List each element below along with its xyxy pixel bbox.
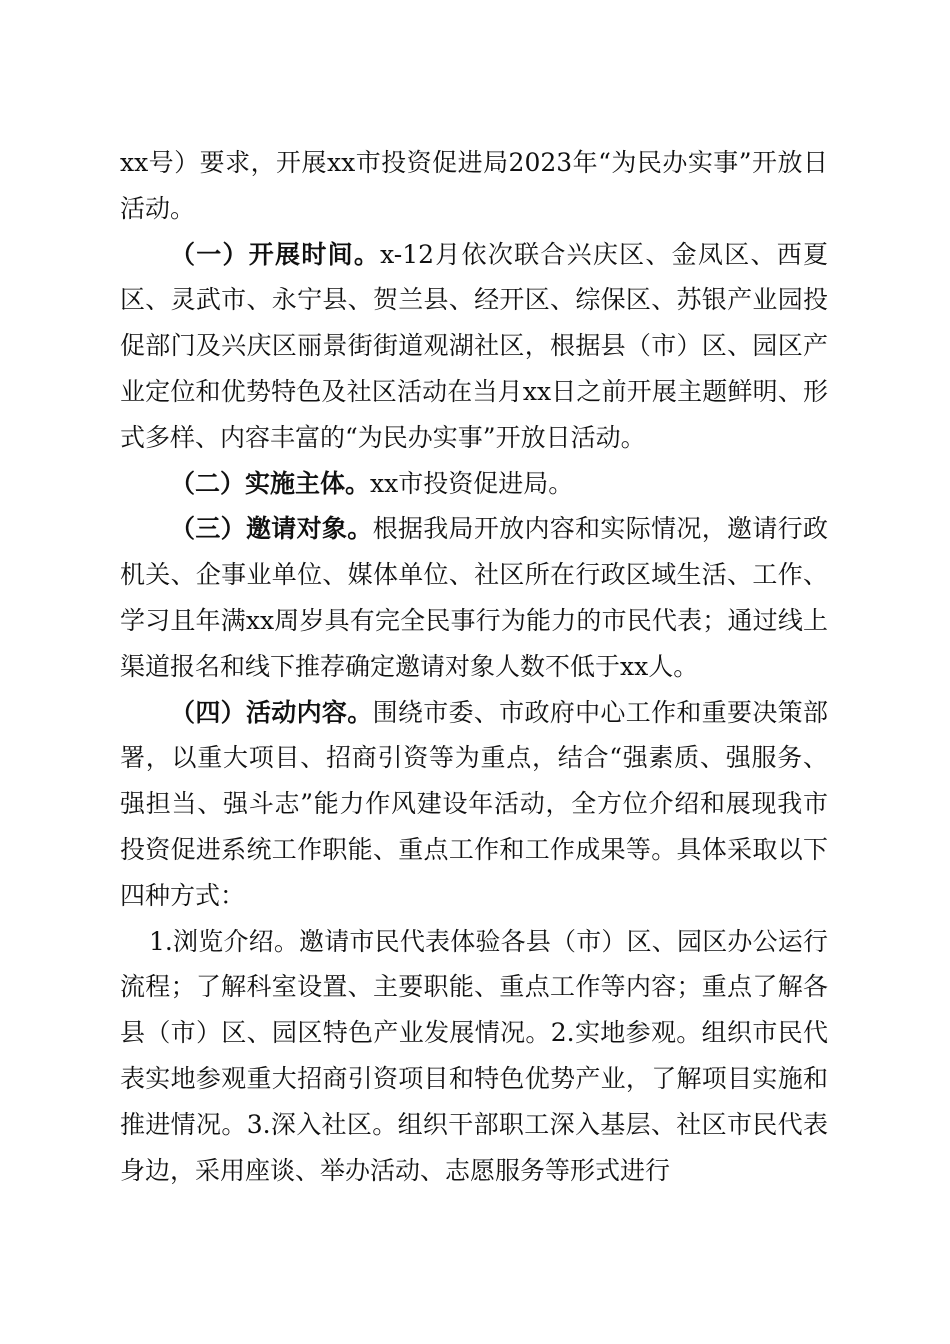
section-body-time: x-12月依次联合兴庆区、金凤区、西夏区、灵武市、永宁县、贺兰县、经开区、综保区、苏银产业园投促部门及兴庆区丽景街街道观湖社区，根据县（市）区、园区产业定位和优势特色及社区活动在当月xx日之前开展主题鲜明、形式多样、内容丰富的“为民办实事”开放日活动。 (120, 239, 828, 452)
section-heading-invitees: （三）邀请对象。 (170, 514, 373, 544)
document-page (120, 140, 828, 1193)
paragraph-time (120, 232, 828, 461)
section-heading-time: （一）开展时间。 (170, 239, 381, 269)
paragraph-invitees (120, 506, 828, 689)
paragraph-methods: 1.浏览介绍。邀请市民代表体验各县（市）区、园区办公运行流程；了解科室设置、主要职能、重点工作等内容；重点了解各县（市）区、园区特色产业发展情况。2.实地参观。组织市民代表实地参观重大招商引资项目和特色优势产业，了解项目实施和推进情况。3.深入社区。组织干部职工深入基层、社区市民代表身边，采用座谈、举办活动、志愿服务等形式进行 (120, 926, 828, 1185)
paragraph-subject (120, 461, 828, 507)
section-body-content: 围绕市委、市政府中心工作和重要决策部署，以重大项目、招商引资等为重点，结合“强素质、强服务、强担当、强斗志”能力作风建设年活动，全方位介绍和展现我市投资促进系统工作职能、重点工作和工作成果等。具体采取以下四种方式： (120, 697, 828, 910)
section-body-invitees: 根据我局开放内容和实际情况，邀请行政机关、企事业单位、媒体单位、社区所在行政区域生活、工作、学习且年满xx周岁具有完全民事行为能力的市民代表；通过线上渠道报名和线下推荐确定邀请对象人数不低于xx人。 (120, 514, 828, 681)
section-heading-subject: （二）实施主体。 (170, 468, 371, 498)
paragraph-content (120, 690, 828, 919)
section-heading-content: （四）活动内容。 (170, 697, 373, 727)
section-body-subject: xx市投资促进局。 (370, 468, 574, 498)
paragraph-intro: xx号）要求，开展xx市投资促进局2023年“为民办实事”开放日活动。 (120, 148, 828, 223)
